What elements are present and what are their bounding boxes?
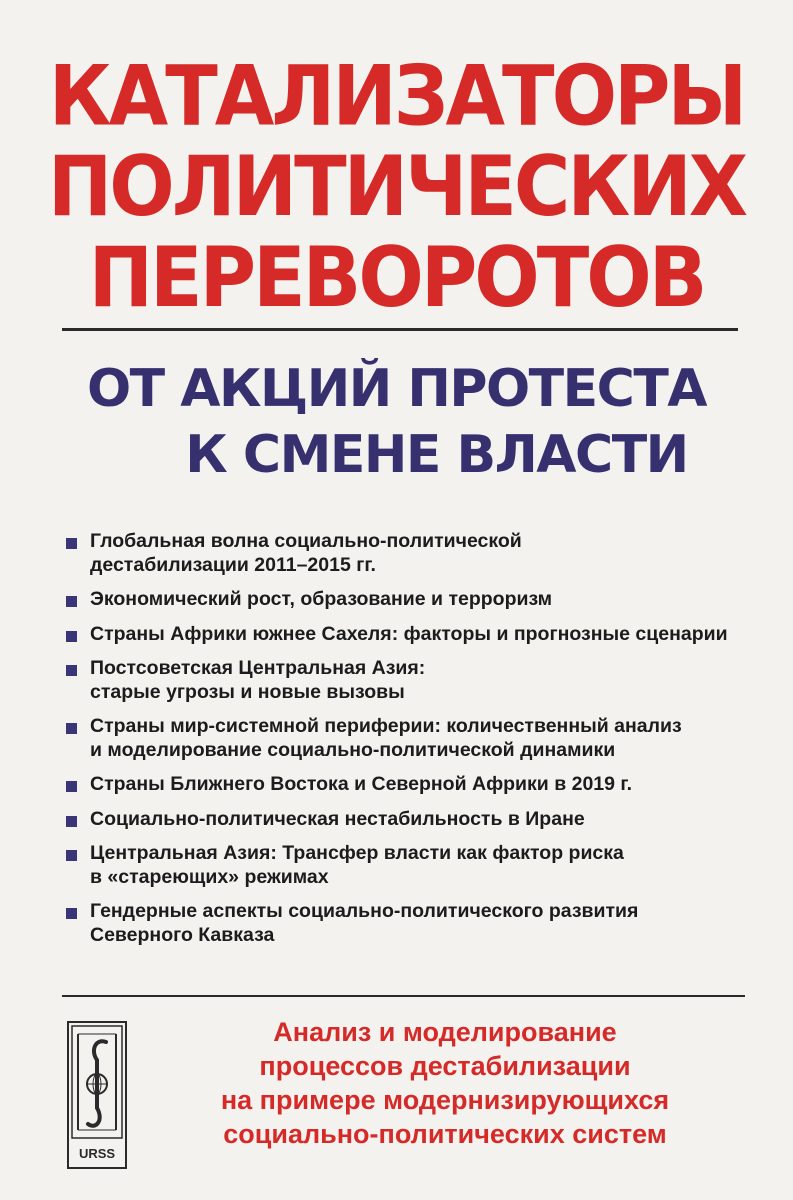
bottom-divider — [62, 995, 745, 997]
subtitle-line-2: К СМЕНЕ ВЛАСТИ — [185, 425, 688, 485]
list-item — [64, 715, 754, 762]
list-item — [64, 773, 754, 797]
book-title — [40, 48, 753, 327]
list-item-text: Социально-политическая нестабильность в Иране — [90, 807, 585, 830]
bullet-square-icon — [66, 631, 77, 642]
bullet-square-icon — [66, 538, 77, 549]
tagline-line-1: Анализ и моделирование — [273, 1017, 617, 1047]
publisher-name: URSS — [78, 1146, 116, 1161]
title-line-1: КАТАЛИЗАТОРЫ — [48, 48, 745, 145]
list-item — [64, 623, 754, 647]
list-item-text: Постсоветская Центральная Азия: старые угрозы и новые вызовы — [90, 657, 426, 703]
list-item-text: Экономический рост, образование и терроризм — [90, 588, 553, 610]
subtitle-line-1: ОТ АКЦИЙ ПРОТЕСТА — [86, 359, 707, 419]
list-item-text: Глобальная волна социально-политической дестабилизации 2011–2015 гг. — [90, 530, 522, 576]
bullet-square-icon — [66, 850, 77, 861]
list-item — [64, 657, 754, 704]
contents-list — [64, 530, 754, 958]
list-item-text: Страны мир-системной периферии: количественный анализ и моделирование социально-политической динамики — [90, 715, 682, 761]
list-item-text: Центральная Азия: Трансфер власти как фактор риска в «стареющих» режимах — [90, 842, 624, 888]
bullet-square-icon — [66, 665, 77, 676]
list-item — [64, 530, 754, 577]
bullet-square-icon — [66, 816, 77, 827]
list-item — [64, 588, 754, 612]
title-line-3: ПЕРЕВОРОТОВ — [88, 230, 705, 327]
bullet-square-icon — [66, 781, 77, 792]
bullet-square-icon — [66, 723, 77, 734]
book-tagline — [150, 1015, 740, 1151]
tagline-line-2: процессов дестабилизации — [259, 1051, 631, 1081]
tagline-line-3: на примере модернизирующихся — [220, 1085, 670, 1115]
title-line-2: ПОЛИТИЧЕСКИХ — [47, 139, 746, 236]
list-item-text: Страны Ближнего Востока и Северной Африки в 2019 г. — [90, 773, 632, 795]
top-divider — [62, 328, 738, 331]
bullet-square-icon — [66, 596, 77, 607]
list-item — [64, 808, 754, 832]
tagline-line-4: социально-политических систем — [223, 1119, 667, 1149]
bullet-square-icon — [66, 908, 77, 919]
book-subtitle — [40, 356, 753, 488]
list-item — [64, 900, 754, 947]
urss-logo-icon — [66, 1020, 128, 1170]
list-item-text: Страны Африки южнее Сахеля: факторы и прогнозные сценарии — [90, 622, 728, 645]
list-item — [64, 842, 754, 889]
list-item-text: Гендерные аспекты социально-политического развития Северного Кавказа — [90, 900, 639, 946]
